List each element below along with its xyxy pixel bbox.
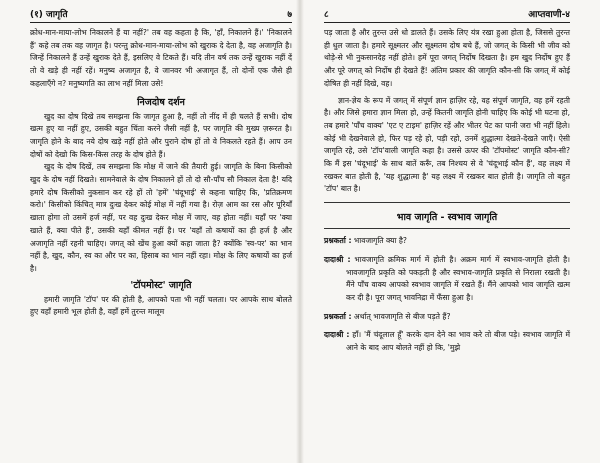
section-heading-topmost: 'टॉपमोस्ट' जागृति xyxy=(130,279,192,291)
right-page-header xyxy=(324,8,570,23)
qa-block-1 xyxy=(324,235,570,248)
right-paragraph-1: पड़ जाता है और तुरन्त उसे धो डालते हैं। उसके लिए यंत्र रखा हुआ होता है, जिससे तुरन्त ही धुल जाता है। हमारे सूक्ष्मतर और सूक्ष्मतम दोष बचे हैं, जो जगत् के किसी भी जीव को थोड़े-से भी नुकसानदेह नहीं होते। हमें पूरा जगत् निर्दोष दिखता है। हम खुद निर्दोष हुए हैं और पूरे जगत् को निर्दोष ही देखते हैं! अंतिम प्रकार की जागृति कौन-सी कि जगत् में कोई दोषित ही नहीं दिखे, वह। xyxy=(324,28,570,88)
right-page-number: ८ xyxy=(324,10,329,20)
left-page-header xyxy=(30,8,292,23)
left-paragraph-4: हमारी जागृति 'टॉप' पर की होती है, आपको पता भी नहीं चलता। पर आपके साथ बोलते हुए वहाँ हमारी भूल होती है, वहाँ हमें तुरन्त मालूम xyxy=(30,294,292,317)
right-paragraph-2: ज्ञान-ज्ञेय के रूप में जगत् में संपूर्ण ज्ञान हाज़िर रहे, वह संपूर्ण जागृति, वह हमें रहती है। और जिसे हमारा ज्ञान मिला हो, उन्हें कितनी जागृति होनी चाहिए कि कोई भी घटना हो, तब हमारे 'पाँच वाक्य' 'एट ए टाइम' हाज़िर रहें और भीतर पेट का पानी जरा भी नहीं हिले। कोई भी देखनेवाले हो, फिर पड़ रहे हो, पड़ी रहो, उनमें शुद्धात्मा देखते-देखते जाएँ। ऐसी जागृति रहे, उसे 'टॉप'वाली जागृति कहा है। उससे ऊपर की 'टॉपमोस्ट' जागृति कौन-सी? कि मैं इस 'चंदूभाई' के साथ बातें करूँ, तब निश्चय से वे 'चंदूभाई कौन हैं', वह लक्ष्य में रखकर बात होती है, 'यह शुद्धात्मा है' यह लक्ष्य में रखकर बात होती है। जागृति तो बहुत 'टॉप' बात है। xyxy=(324,95,570,194)
qa-block-3 xyxy=(324,311,570,324)
section-heading-bhav-jagruti: भाव जागृति - स्वभाव जागृति xyxy=(396,212,498,224)
answer-1 xyxy=(324,254,570,305)
left-page-number: ७ xyxy=(287,10,292,20)
left-paragraph-1: क्रोध-मान-माया-लोभ निकालने हैं या नहीं?' तब वह कहता है कि, 'हाँ, निकालने हैं।' 'निकालने हैं' कहे तब तक वह जागृत है। परन्तु क्रोध-मान-माया-लोभ को खुराक दे देता है, वह अजागृति है। जिन्हें निकालने हैं उन्हें खुराक देते हैं, इसलिए वे टिकते हैं। यदि तीन वर्ष तक उन्हें खुराक नहीं दें तो वे खड़े ही नहीं रहें। मनुष्य अजागृत है, वे जानवर भी अजागृत हैं, तो दोनों एक जैसे ही कहलाएँगे न? मनुष्यगति का लाभ नहीं मिला उसे! xyxy=(30,28,292,88)
question-text: अर्थात् भावजागृति से बीज पड़ते हैं? xyxy=(353,311,451,321)
right-header-title: आप्तवाणी-४ xyxy=(528,10,570,20)
question-speaker-label: प्रश्नकर्ता : xyxy=(324,236,352,246)
answer-speaker-label: दादाश्री : xyxy=(324,330,350,340)
right-page xyxy=(300,0,600,463)
answer-text: भावजागृति क्रमिक मार्ग में होती है। अक्रम मार्ग में स्वभाव-जागृति होती है। भावजागृति प्रकृति को पकड़ती है और स्वभाव-जागृति प्रकृति से निराला रखती है। मैंने पाँच वाक्य आपको स्वभाव जागृति में रखते हैं। मैंने आपको भाव जागृति खत्म कर दी है। पूरा जगत् भावनिद्रा में फँसा हुआ है। xyxy=(346,254,570,302)
qa-block-2 xyxy=(324,254,570,305)
question-text: भावजागृति क्या है? xyxy=(353,236,407,246)
section-heading-nijdosh: निजदोष दर्शन xyxy=(137,96,185,108)
question-speaker-label: प्रश्नकर्ता : xyxy=(324,311,352,321)
answer-2 xyxy=(324,329,570,354)
section-divider-bottom xyxy=(324,228,570,229)
question-2 xyxy=(324,311,570,324)
left-paragraph-3: खुद के दोष दिखें, तब समझना कि मोक्ष में जाने की तैयारी हुई। जागृति के बिना किसीको खुद के दोष नहीं दिखते। सामनेवाले के दोष निकालने हों तो दो सौ-पाँच सौ निकाल देता है! यदि हमारे दोष किसीको नुकसान कर रहे हों तो 'हमें' 'चंदूभाई' से कहना चाहिए कि, 'प्रतिक्रमण करो।' किसीको किंचित् मात्र दुःख देकर कोई मोक्ष में नहीं गया है। रोज़ आम का रस और पूरियाँ खाता होगा तो उसमें हर्ज नहीं, पर वह दुःख देकर मोक्ष में जाए, वह होता नहीं। यहाँ पर 'क्या खाते हैं, क्या पीते हैं', उसकी यहाँ कीमत नहीं है। पर 'यहाँ तो कषायों का ही हर्ज है और अजागृति नहीं रहनी चाहिए। जगत् को खेंच हुआ क्यों कहा जाता है? क्योंकि 'स्व-पर' का भान नहीं है, खुद, कौन, स्व का और पर का, हिसाब का भान नहीं रहा। मोक्ष के लिए कषायों का हर्ज है। xyxy=(30,162,292,273)
section-divider xyxy=(324,202,570,203)
answer-speaker-label: दादाश्री : xyxy=(324,254,351,264)
answer-text: हाँ। 'मैं चंदूलाल हूँ' करके दान देने का भाव करे तो बीज पड़े। स्वभाव जागृति में आने के बाद आप बोलते नहीं हो कि, 'मुझे xyxy=(346,330,570,353)
qa-block-4 xyxy=(324,329,570,354)
question-1 xyxy=(324,235,570,248)
left-paragraph-2: खुद का दोष दिखे तब समझना कि जागृत हुआ है, नहीं तो नींद में ही चलते हैं सभी। दोष खत्म हुए या नहीं हुए, उसकी बहुत चिंता करने जैसी नहीं है, पर जागृति की मुख्य ज़रूरत है। जागृति होने के बाद नये दोष खड़े नहीं होते और पुराने दोष हों तो वे निकलते रहते हैं। आप उन दोषों को देखो कि किस-किस तरह के दोष होते हैं। xyxy=(30,111,292,159)
left-header-title: (१) जागृति xyxy=(30,10,68,20)
